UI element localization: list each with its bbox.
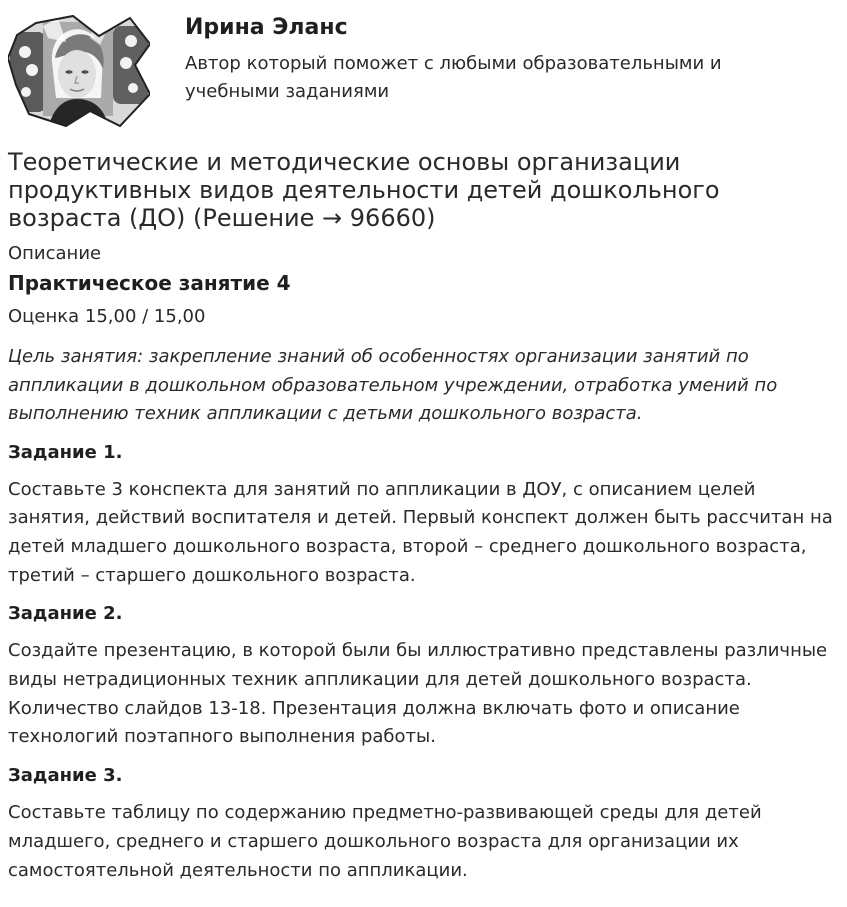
goal-text: Цель занятия: закрепление знаний об особенностях организации занятий по аппликации в дошкольном образовательном учреждении, отработка умений по выполнению техник аппликации с детьми дошкольного возраста. <box>8 346 778 424</box>
lesson-title: Практическое занятие 4 <box>8 271 291 295</box>
work-content <box>8 148 838 885</box>
author-block <box>8 8 828 128</box>
author-description: Автор который поможет с любыми образовательными и учебными заданиями <box>185 53 722 102</box>
description-label: Описание <box>8 243 102 264</box>
task-1-text: Составьте 3 конспекта для занятий по аппликации в ДОУ, с описанием целей занятия, действий воспитателя и детей. Первый конспект должен быть рассчитан на детей младшего дошкольного возраста, второй – среднего дошкольного возраста, третий – старшего дошкольного возраста. <box>8 478 833 586</box>
task-2-text: Создайте презентацию, в которой были бы иллюстративно представлены различные виды нетрадиционных техник аппликации для детей дошкольного возраста. Количество слайдов 13-18. Презентация должна включать фото и описание технологий поэтапного выполнения работы. <box>8 640 828 748</box>
author-avatar[interactable] <box>8 8 150 128</box>
author-name[interactable]: Ирина Эланс <box>185 15 348 40</box>
task-2-heading: Задание 2. <box>8 603 123 625</box>
task-3-heading: Задание 3. <box>8 765 123 787</box>
page-title: Теоретические и методические основы организации продуктивных видов деятельности детей дошкольного возраста (ДО) (Решение → 96660) <box>8 148 720 232</box>
task-1-heading: Задание 1. <box>8 441 123 463</box>
task-3-text: Составьте таблицу по содержанию предметно-развивающей среды для детей младшего, среднего и старшего дошкольного возраста для организации их самостоятельной деятельности по аппликации. <box>8 802 762 881</box>
grade-text: Оценка 15,00 / 15,00 <box>8 306 206 327</box>
